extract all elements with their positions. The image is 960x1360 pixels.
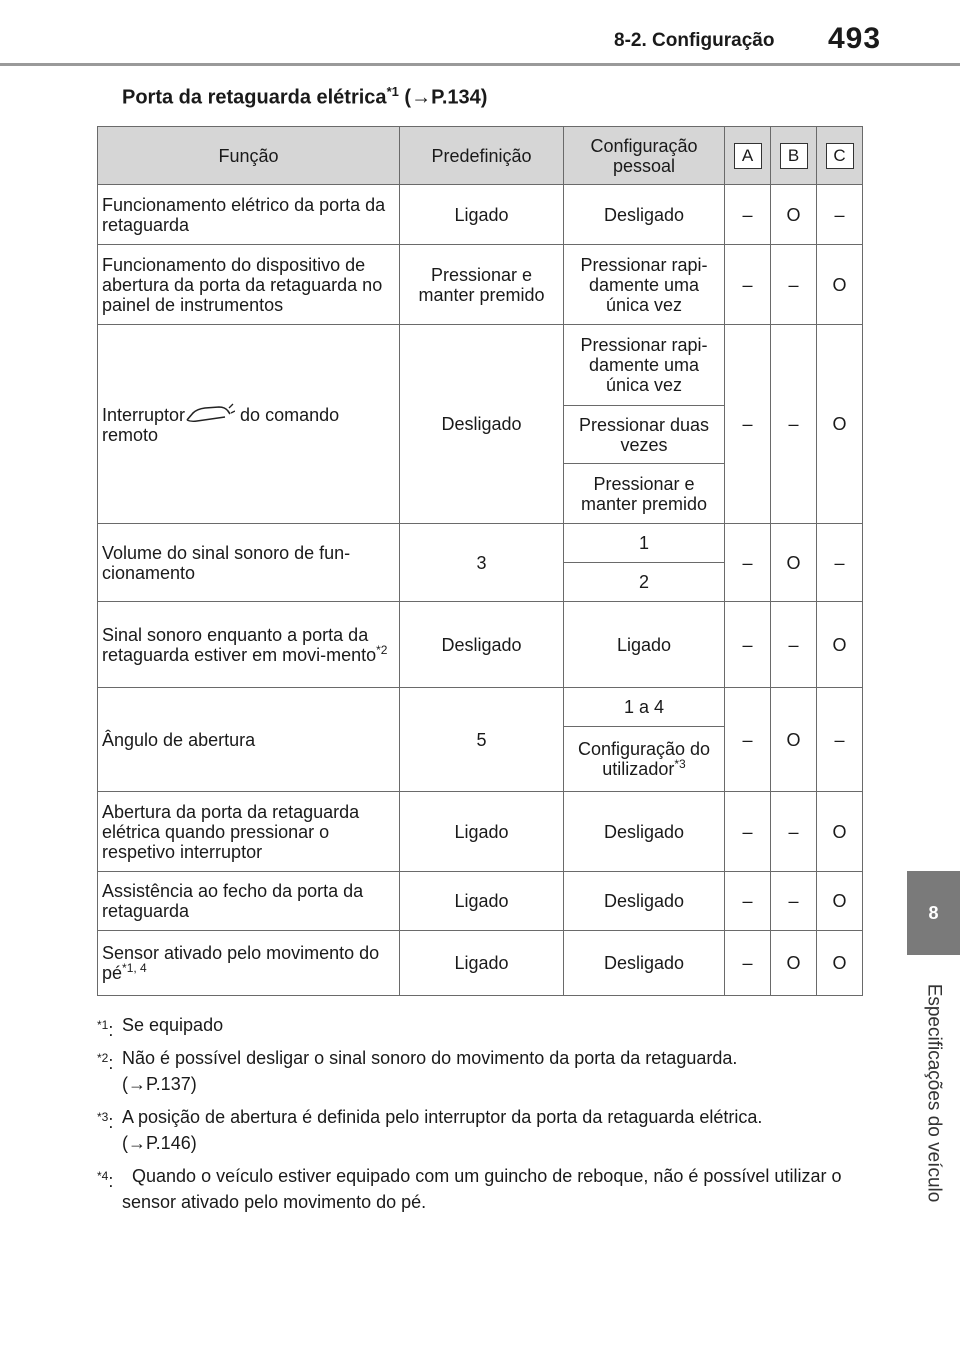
table-header-row <box>98 127 863 185</box>
header-col-b <box>771 127 817 185</box>
table-row <box>98 524 863 563</box>
footnote-ref-open: ( <box>122 1133 128 1153</box>
row-custom: Pressionar duas vezes <box>564 406 725 464</box>
row-col-a: – <box>725 245 771 325</box>
header-default: Predefinição <box>400 127 564 185</box>
footnote <box>97 1104 887 1156</box>
footnote <box>97 1045 887 1097</box>
row-custom-cell <box>564 727 725 792</box>
footnote-ref: P.137) <box>146 1074 197 1094</box>
row-function-cell <box>98 931 400 996</box>
footnote <box>97 1012 887 1038</box>
reference-arrow-icon: → <box>411 86 432 109</box>
row-default: Pressionar e manter premido <box>400 245 564 325</box>
row-col-c: O <box>817 245 863 325</box>
row-custom: Ligado <box>564 602 725 688</box>
row-col-a: – <box>725 792 771 872</box>
table-row <box>98 931 863 996</box>
row-col-a: – <box>725 325 771 524</box>
row-function-remote <box>98 325 400 524</box>
row-custom: Configuração do utilizador <box>577 739 711 779</box>
row-function: Ângulo de abertura <box>98 688 400 792</box>
row-col-b: – <box>771 325 817 524</box>
row-custom: Desligado <box>564 185 725 245</box>
reference-arrow-icon: → <box>128 1133 146 1153</box>
row-function-footnote: *1, 4 <box>122 961 147 975</box>
footnote-text: Se equipado <box>122 1015 224 1035</box>
chapter-tab-number: 8 <box>907 871 960 955</box>
col-c-box: C <box>826 143 854 169</box>
table-row <box>98 602 863 688</box>
row-default: Ligado <box>400 872 564 931</box>
section-title-footnote: *1 <box>386 84 399 99</box>
row-function-pre: Interruptor <box>102 405 186 425</box>
row-col-b: O <box>771 185 817 245</box>
row-function: Funcionamento elétrico da porta da retaguarda <box>98 185 400 245</box>
table-row <box>98 245 863 325</box>
section-title-text: Porta da retaguarda elétrica <box>122 86 387 109</box>
header-col-a <box>725 127 771 185</box>
chapter-tab-label: Especificações do veículo <box>923 983 945 1203</box>
section-title-ref-open: ( <box>398 86 412 109</box>
row-custom: 1 <box>564 524 725 563</box>
row-col-a: – <box>725 524 771 602</box>
row-default: 5 <box>400 688 564 792</box>
col-b-box: B <box>780 143 808 169</box>
header-col-c <box>817 127 863 185</box>
row-default: Desligado <box>400 325 564 524</box>
row-custom: Desligado <box>564 872 725 931</box>
footnote-text: Não é possível desligar o sinal sonoro do movimento da porta da retaguarda. <box>122 1048 738 1068</box>
row-custom: 1 a 4 <box>564 688 725 727</box>
row-default: Ligado <box>400 792 564 872</box>
section-title <box>122 84 487 110</box>
row-function: Sensor ativado pelo movimento do pé <box>102 943 380 983</box>
row-col-a: – <box>725 872 771 931</box>
row-col-c: – <box>817 524 863 602</box>
row-col-b: O <box>771 931 817 996</box>
header-function: Função <box>98 127 400 185</box>
row-col-a: – <box>725 602 771 688</box>
table-row <box>98 792 863 872</box>
table-row <box>98 688 863 727</box>
row-col-b: – <box>771 872 817 931</box>
row-default: Ligado <box>400 185 564 245</box>
footnote <box>97 1163 887 1215</box>
row-custom-footnote: *3 <box>674 757 686 771</box>
tailgate-remote-icon <box>185 403 235 425</box>
settings-table <box>97 126 863 996</box>
table-row <box>98 185 863 245</box>
row-custom: Desligado <box>564 931 725 996</box>
row-function: Volume do sinal sonoro de fun-cionamento <box>98 524 400 602</box>
row-function-footnote: *2 <box>376 642 388 657</box>
footnote-ref: P.146) <box>146 1133 197 1153</box>
row-col-a: – <box>725 185 771 245</box>
row-function: Abertura da porta da retaguarda elétrica quando pressionar o respetivo interruptor <box>98 792 400 872</box>
row-default: Desligado <box>400 602 564 688</box>
row-default: 3 <box>400 524 564 602</box>
section-heading: 8-2. Configuração <box>614 30 775 51</box>
footnote-marker: $^{*2}$: <box>97 1051 114 1073</box>
header-custom: Configuração pessoal <box>564 127 725 185</box>
footnote-text: Quando o veículo estiver equipado com um guincho de reboque, não é possível utilizar o sensor ativado pelo movimento do pé. <box>122 1166 847 1212</box>
row-col-c: – <box>817 688 863 792</box>
footnote-text: A posição de abertura é definida pelo interruptor da porta da retaguarda elétrica. <box>122 1107 763 1127</box>
row-col-b: O <box>771 524 817 602</box>
row-col-c: O <box>817 931 863 996</box>
footnotes <box>97 1012 887 1222</box>
row-col-b: – <box>771 792 817 872</box>
row-custom: 2 <box>564 563 725 602</box>
row-col-c: O <box>817 325 863 524</box>
chapter-tab-label-container <box>907 962 960 1224</box>
row-col-b: O <box>771 688 817 792</box>
row-custom: Desligado <box>564 792 725 872</box>
footnote-marker: $^{*3}$: <box>97 1110 114 1132</box>
row-function: Funcionamento do dispositivo de abertura da porta da retaguarda no painel de instrumentos <box>98 245 400 325</box>
table-row <box>98 872 863 931</box>
row-col-b: – <box>771 602 817 688</box>
footnote-marker: $^{*1}$: <box>97 1018 114 1040</box>
table-row <box>98 325 863 406</box>
row-custom: Pressionar e manter premido <box>564 464 725 524</box>
row-default: Ligado <box>400 931 564 996</box>
header-divider <box>0 63 960 66</box>
page-number: 493 <box>828 22 882 55</box>
row-function-cell <box>98 602 400 688</box>
section-title-ref: P.134) <box>431 86 488 109</box>
row-col-c: O <box>817 602 863 688</box>
row-col-c: O <box>817 792 863 872</box>
row-function-post: do comando remoto <box>102 405 340 445</box>
row-function: Sinal sonoro enquanto a porta da retaguarda estiver em movi-mento <box>102 624 377 665</box>
row-col-a: – <box>725 931 771 996</box>
row-col-a: – <box>725 688 771 792</box>
footnote-marker: $^{*4}$: <box>97 1169 114 1191</box>
footnote-ref-open: ( <box>122 1074 128 1094</box>
row-col-c: O <box>817 872 863 931</box>
row-col-b: – <box>771 245 817 325</box>
row-function: Assistência ao fecho da porta da retaguarda <box>98 872 400 931</box>
row-col-c: – <box>817 185 863 245</box>
row-custom: Pressionar rapi-damente uma única vez <box>564 245 725 325</box>
col-a-box: A <box>734 143 762 169</box>
reference-arrow-icon: → <box>128 1074 146 1094</box>
row-custom: Pressionar rapi-damente uma única vez <box>564 325 725 406</box>
